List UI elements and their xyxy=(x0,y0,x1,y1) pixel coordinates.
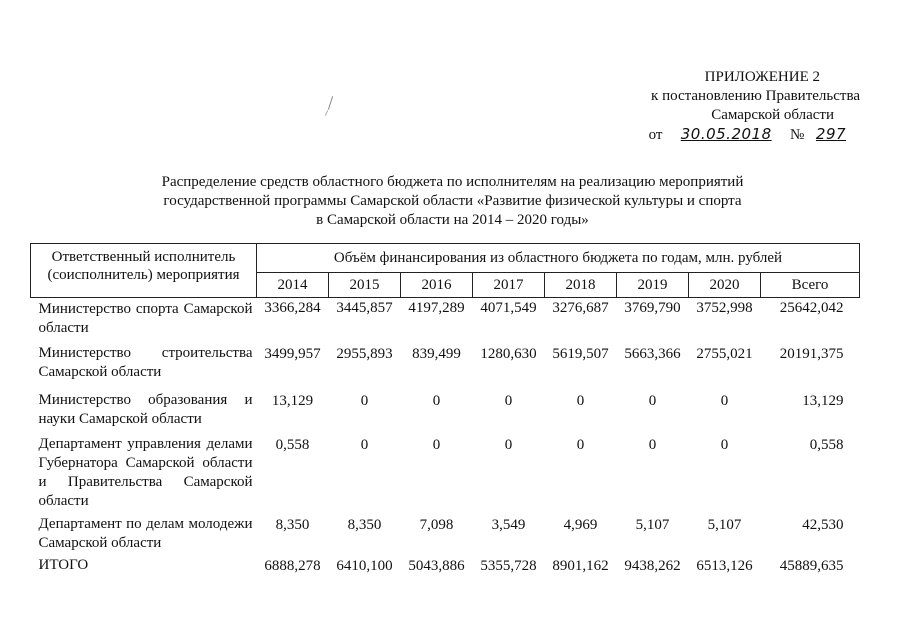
executor-name: Департамент по делам молодежи Самарской области xyxy=(38,515,253,551)
year-value: 3276,687 xyxy=(552,300,609,316)
date-prefix: от xyxy=(648,127,663,143)
table-row xyxy=(31,435,860,515)
year-value: 5355,728 xyxy=(480,557,537,574)
header-year: 2018 xyxy=(545,273,617,298)
title-line-1: Распределение средств областного бюджета по исполнителям на реализацию мероприятий xyxy=(161,174,744,190)
year-value: 8,350 xyxy=(275,516,310,533)
year-value: 3,549 xyxy=(491,516,526,533)
year-value: 9438,262 xyxy=(624,557,681,574)
total-value: 0,558 xyxy=(809,436,844,453)
executor-name: Министерство спорта Самарской области xyxy=(38,301,253,336)
total-value: 13,129 xyxy=(802,392,844,409)
header-year: 2016 xyxy=(401,273,473,298)
executor-name: Министерство образования и науки Самарской области xyxy=(38,391,253,427)
year-value: 8,350 xyxy=(347,516,382,533)
year-value: 2755,021 xyxy=(696,345,753,362)
pen-mark xyxy=(325,110,328,116)
year-value: 0,558 xyxy=(275,436,310,453)
appendix-resolution: к постановлению Правительства xyxy=(651,88,860,104)
year-value: 6888,278 xyxy=(264,557,321,574)
year-value: 3499,957 xyxy=(264,345,321,362)
year-value: 0 xyxy=(360,392,369,409)
table-row xyxy=(31,515,860,556)
year-value: 839,499 xyxy=(412,345,461,362)
year-value: 3366,284 xyxy=(264,300,321,316)
year-value: 5663,366 xyxy=(624,345,681,362)
year-value: 0 xyxy=(576,392,585,409)
handwritten-number: 297 xyxy=(815,125,847,143)
year-value: 0 xyxy=(432,392,441,409)
total-value: 20191,375 xyxy=(779,345,844,362)
year-value: 5,107 xyxy=(707,516,742,533)
appendix-region: Самарской области xyxy=(711,107,834,123)
handwritten-date: 30.05.2018 xyxy=(680,125,772,143)
pen-mark xyxy=(328,96,333,110)
year-value: 13,129 xyxy=(271,392,314,409)
year-value: 0 xyxy=(504,436,513,453)
table-row xyxy=(31,298,860,344)
year-value: 4,969 xyxy=(563,516,598,533)
total-row xyxy=(31,556,860,580)
year-value: 4197,289 xyxy=(408,300,465,316)
table-row xyxy=(31,391,860,435)
header-year: 2017 xyxy=(473,273,545,298)
total-value: 25642,042 xyxy=(779,300,844,316)
total-value: 42,530 xyxy=(802,516,844,533)
table-body xyxy=(31,298,860,580)
year-value: 0 xyxy=(720,436,729,453)
year-value: 6410,100 xyxy=(336,557,393,574)
year-value: 0 xyxy=(720,392,729,409)
year-value: 5043,886 xyxy=(408,557,465,574)
number-prefix: № xyxy=(789,127,805,143)
document-title xyxy=(120,173,785,230)
appendix-block xyxy=(560,68,860,145)
year-value: 0 xyxy=(432,436,441,453)
year-value: 5619,507 xyxy=(552,345,609,362)
table-row xyxy=(31,344,860,391)
year-value: 0 xyxy=(360,436,369,453)
header-executor: Ответственный исполнитель (соисполнитель) мероприятия xyxy=(31,244,257,298)
year-value: 5,107 xyxy=(635,516,670,533)
executor-name: ИТОГО xyxy=(38,556,89,573)
executor-name: Министерство строительства Самарской области xyxy=(38,344,253,380)
title-line-2: государственной программы Самарской области «Развитие физической культуры и спорта xyxy=(163,193,742,209)
year-value: 0 xyxy=(504,392,513,409)
year-value: 2955,893 xyxy=(336,345,393,362)
year-value: 3445,857 xyxy=(336,300,393,316)
year-value: 0 xyxy=(648,392,657,409)
executor-name: Департамент управления делами Губернатора Самарской области и Правительства Самарской области xyxy=(38,435,253,509)
year-value: 0 xyxy=(576,436,585,453)
header-year: 2020 xyxy=(689,273,761,298)
header-funding: Объём финансирования из областного бюджета по годам, млн. рублей xyxy=(257,244,860,273)
funding-table xyxy=(30,243,860,580)
year-value: 0 xyxy=(648,436,657,453)
year-value: 6513,126 xyxy=(696,557,753,574)
year-value: 7,098 xyxy=(419,516,454,533)
year-value: 3769,790 xyxy=(624,300,681,316)
year-value: 3752,998 xyxy=(696,300,753,316)
year-value: 1280,630 xyxy=(480,345,537,362)
year-value: 8901,162 xyxy=(552,557,609,574)
year-value: 4071,549 xyxy=(480,300,537,316)
appendix-date-line xyxy=(560,125,860,145)
title-line-3: в Самарской области на 2014 – 2020 годы» xyxy=(316,212,589,228)
appendix-title: ПРИЛОЖЕНИЕ 2 xyxy=(704,69,820,85)
header-total: Всего xyxy=(761,273,860,298)
header-year: 2014 xyxy=(257,273,329,298)
total-value: 45889,635 xyxy=(779,557,844,574)
header-year: 2015 xyxy=(329,273,401,298)
header-year: 2019 xyxy=(617,273,689,298)
